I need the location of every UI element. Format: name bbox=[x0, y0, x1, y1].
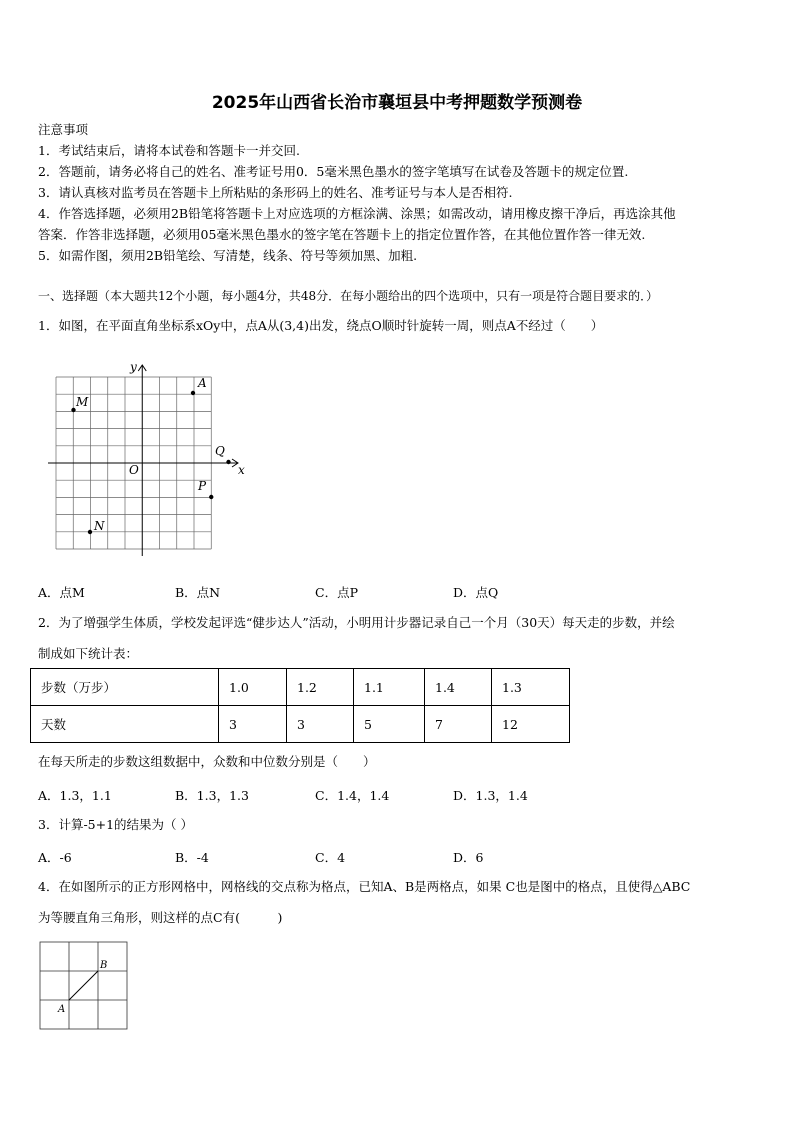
notice-item-4-cont: 答案．作答非选择题，必须用05毫米黑色墨水的签字笔在答题卡上的指定位置作答，在其他位置作答一律无效. bbox=[38, 227, 646, 242]
y-axis-label: y bbox=[130, 360, 137, 374]
page-title: 2025年山西省长治市襄垣县中考押题数学预测卷 bbox=[211, 93, 583, 113]
table-cell: 1.4 bbox=[425, 669, 492, 706]
point-n bbox=[88, 530, 92, 534]
q3-stem: 3．计算-5+1的结果为（ ） bbox=[38, 817, 194, 832]
q4-stem: 4．在如图所示的正方形网格中，网格线的交点称为格点，已知A、B是两格点，如果 C也是图中的格点，且使得△ABC bbox=[38, 879, 691, 894]
q3-option-c: C．4 bbox=[315, 850, 346, 865]
label-q: Q bbox=[215, 444, 225, 458]
section-heading: 一、选择题（本大题共12个小题，每小题4分，共48分．在每小题给出的四个选项中，只有一项是符合题目要求的．） bbox=[38, 289, 659, 303]
q4-square-grid bbox=[36, 938, 132, 1032]
table-cell: 1.2 bbox=[287, 669, 354, 706]
q2-question: 在每天所走的步数这组数据中，众数和中位数分别是（ ） bbox=[38, 754, 376, 769]
x-axis-label: x bbox=[238, 463, 245, 477]
point-a bbox=[191, 391, 195, 395]
q1-option-a: A．点M bbox=[38, 585, 85, 600]
table-cell: 12 bbox=[492, 706, 570, 743]
q3-option-a: A．-6 bbox=[38, 850, 72, 865]
q1-option-b: B．点N bbox=[175, 585, 221, 600]
table-row bbox=[31, 669, 570, 706]
q2-option-a: A．1.3，1.1 bbox=[38, 788, 112, 803]
label-p: P bbox=[198, 479, 207, 493]
q1-option-c: C．点P bbox=[315, 585, 358, 600]
notice-heading: 注意事项 bbox=[38, 122, 89, 137]
segment-ab bbox=[69, 971, 98, 1000]
q2-option-c: C．1.4，1.4 bbox=[315, 788, 390, 803]
q1-coordinate-grid bbox=[46, 360, 250, 560]
q2-option-b: B．1.3，1.3 bbox=[175, 788, 249, 803]
table-cell: 5 bbox=[354, 706, 425, 743]
q2-stem: 2．为了增强学生体质，学校发起评选“健步达人”活动，小明用计步器记录自己一个月（30天）每天走的步数，并绘 bbox=[38, 615, 675, 630]
label-m: M bbox=[76, 395, 89, 409]
label-a: A bbox=[58, 1004, 66, 1015]
notice-item-3: 3．请认真核对监考员在答题卡上所粘贴的条形码上的姓名、准考证号与本人是否相符. bbox=[38, 185, 513, 200]
table-cell: 1.0 bbox=[219, 669, 287, 706]
table-cell: 7 bbox=[425, 706, 492, 743]
q3-option-b: B．-4 bbox=[175, 850, 209, 865]
table-cell: 3 bbox=[219, 706, 287, 743]
notice-item-1: 1．考试结束后，请将本试卷和答题卡一并交回. bbox=[38, 143, 300, 158]
label-a: A bbox=[198, 376, 207, 390]
q4-stem-cont: 为等腰直角三角形，则这样的点C有( ) bbox=[38, 910, 283, 925]
table-cell: 1.1 bbox=[354, 669, 425, 706]
q3-option-d: D．6 bbox=[453, 850, 484, 865]
table-cell: 步数（万步） bbox=[31, 669, 219, 706]
q1-stem: 1．如图，在平面直角坐标系xOy中，点A从(3,4)出发，绕点O顺时针旋转一周，则点A不经过（ ） bbox=[38, 318, 604, 333]
notice-item-5: 5．如需作图，须用2B铅笔绘、写清楚，线条、符号等须加黑、加粗. bbox=[38, 248, 418, 263]
point-p bbox=[209, 495, 213, 499]
table-row bbox=[31, 706, 570, 743]
point-q bbox=[226, 460, 230, 464]
label-b: B bbox=[100, 960, 108, 971]
label-n: N bbox=[94, 519, 105, 533]
table-cell: 天数 bbox=[31, 706, 219, 743]
q1-option-d: D．点Q bbox=[453, 585, 499, 600]
q2-stat-table bbox=[30, 668, 570, 743]
origin-label: O bbox=[129, 463, 139, 477]
notice-item-4: 4．作答选择题，必须用2B铅笔将答题卡上对应选项的方框涂满、涂黑；如需改动，请用橡皮擦干净后，再选涂其他 bbox=[38, 206, 676, 221]
table-cell: 1.3 bbox=[492, 669, 570, 706]
notice-item-2: 2．答题前，请务必将自己的姓名、准考证号用0．5毫米黑色墨水的签字笔填写在试卷及答题卡的规定位置. bbox=[38, 164, 629, 179]
q2-stem-cont: 制成如下统计表： bbox=[38, 646, 139, 661]
q2-option-d: D．1.3，1.4 bbox=[453, 788, 528, 803]
table-cell: 3 bbox=[287, 706, 354, 743]
